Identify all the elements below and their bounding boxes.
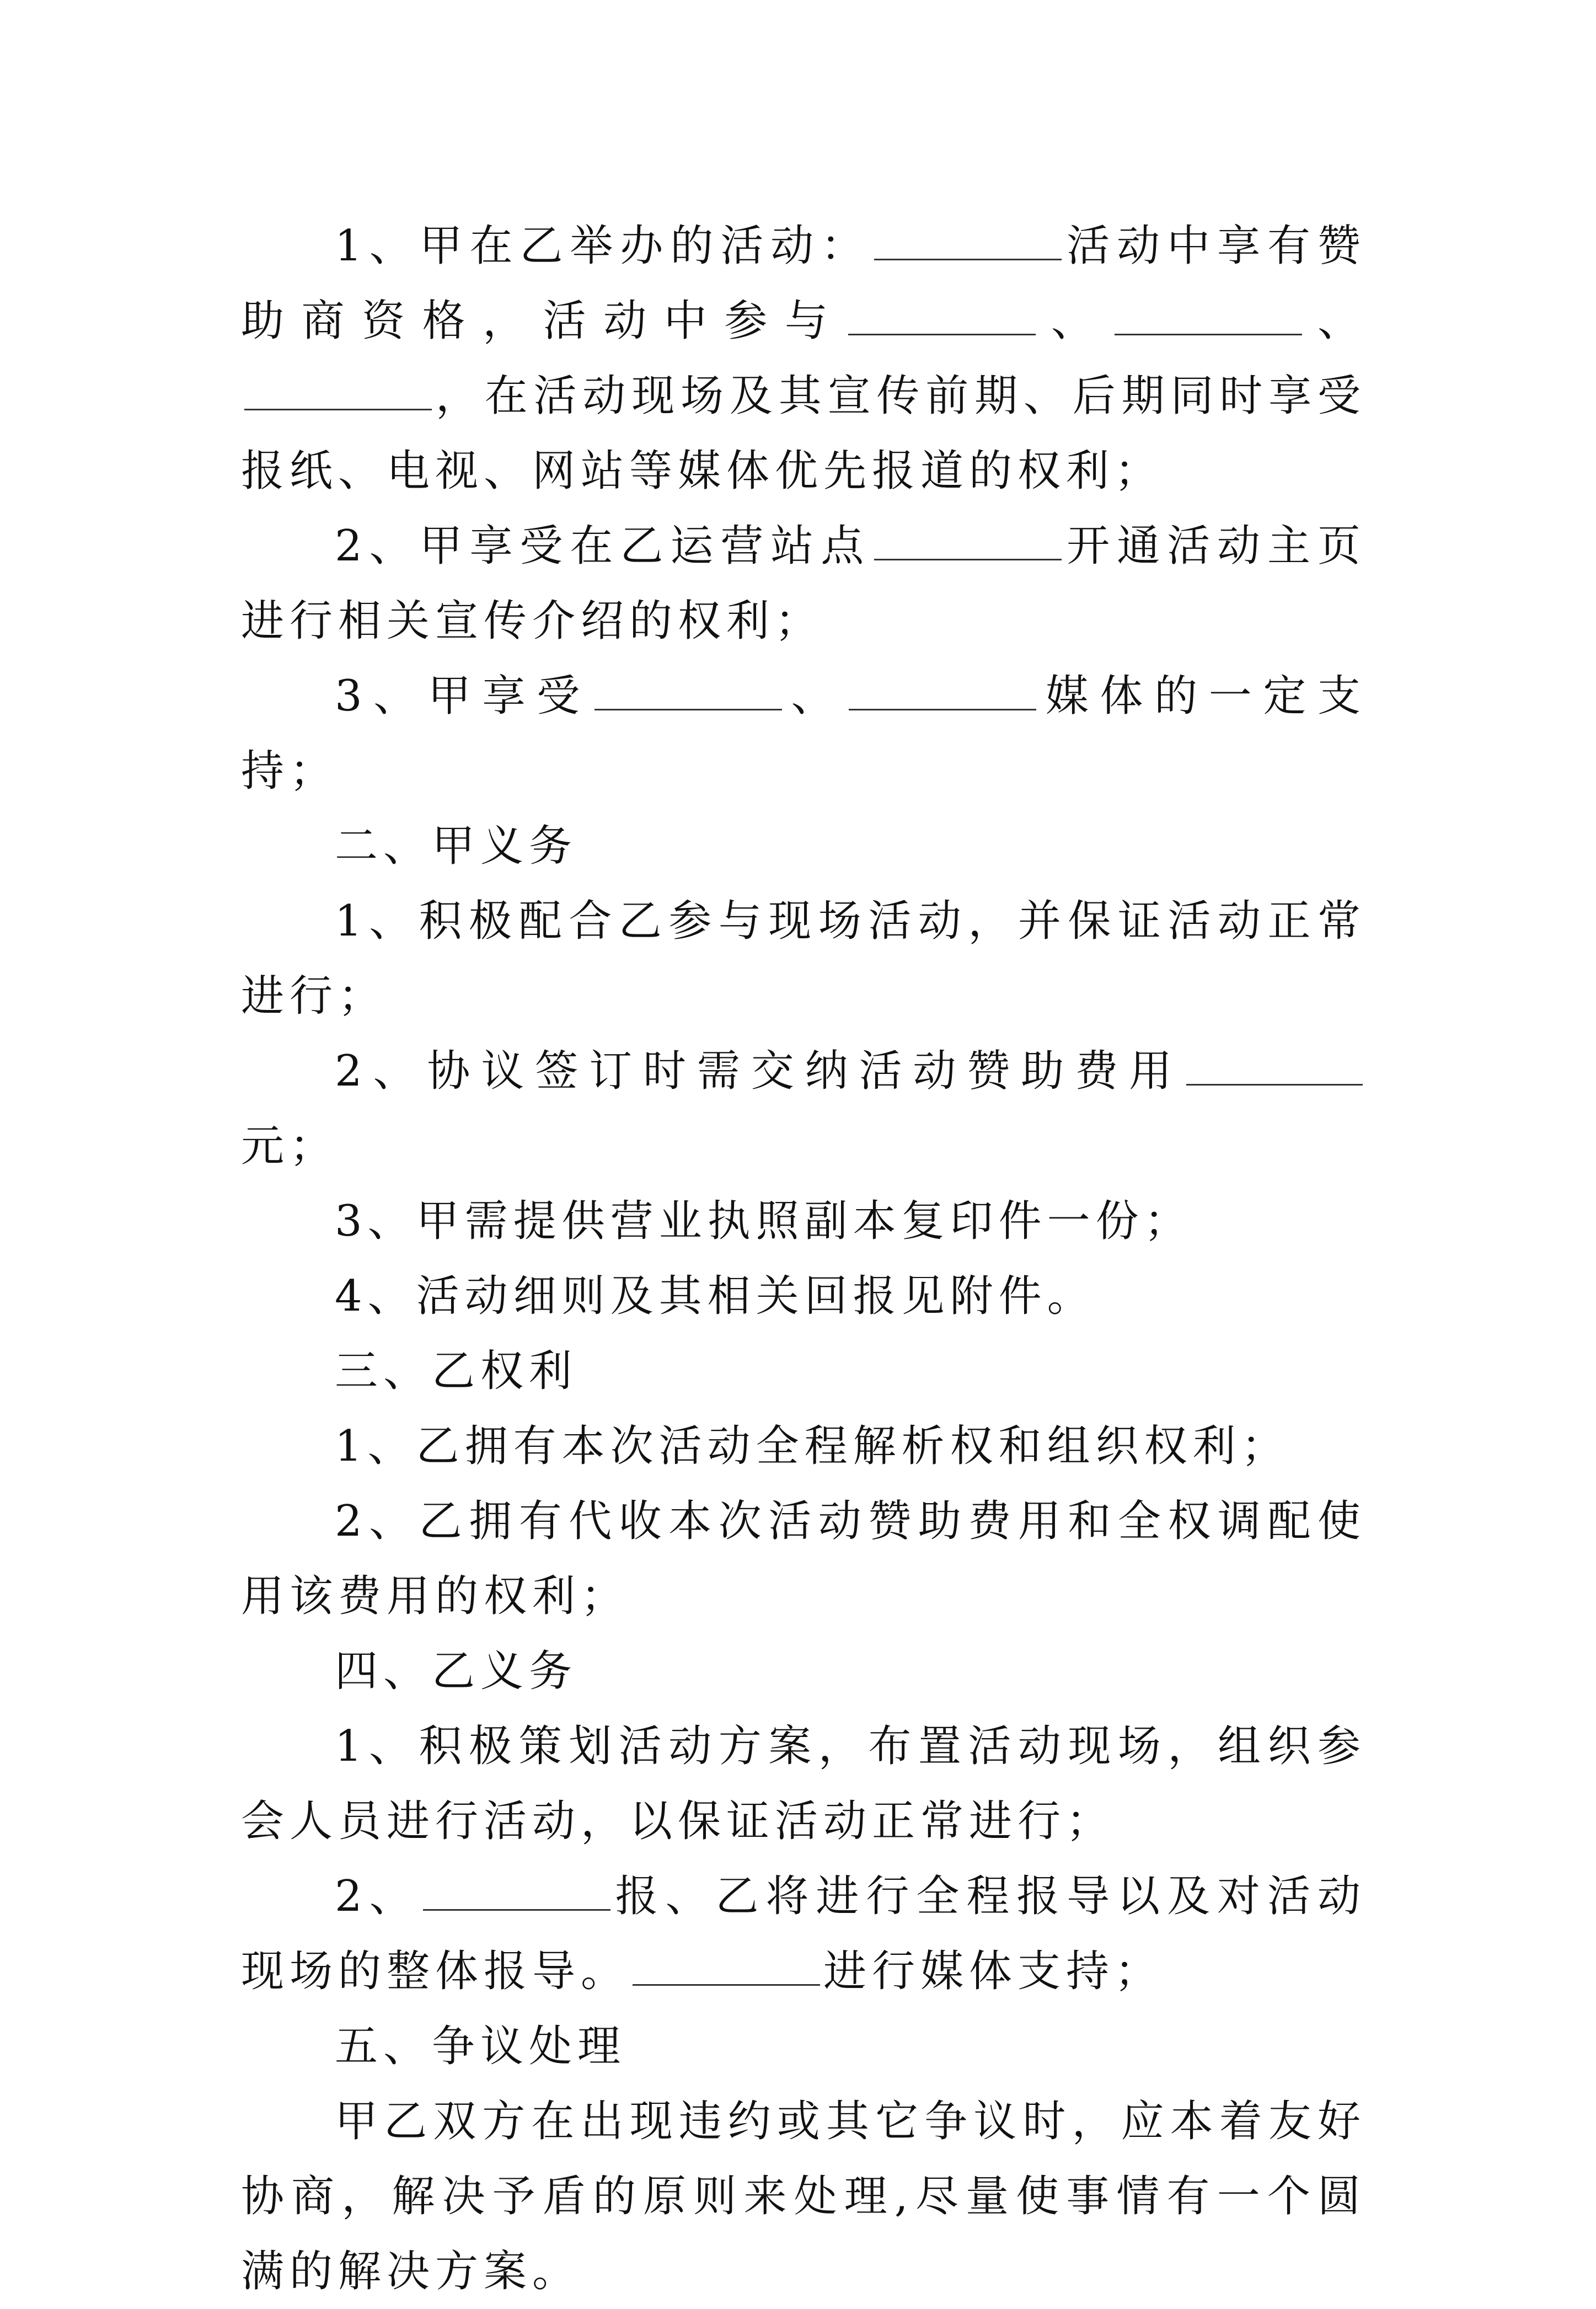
blank-media-support: [633, 1951, 820, 1986]
paragraph-rights-b-2: 2、乙拥有代收本次活动赞助费用和全权调配使用该费用的权利；: [241, 1496, 1366, 1621]
text-segment: 活动中享有赞助商资格，活动中参与: [241, 221, 1366, 346]
paragraph-duties-b-2: [241, 1859, 1366, 2009]
text-segment: 报、乙将进行全程报导以及对活动现场的整体报导。: [241, 1872, 1366, 1996]
blank-participation-1: [848, 301, 1036, 335]
heading-duties-b: 四、乙义务: [335, 1647, 578, 1696]
paragraph-dispute: 甲乙双方在出现违约或其它争议时，应本着友好协商，解决予盾的原则来处理,尽量使事情有一个圆满的解决方案。: [241, 2097, 1366, 2296]
text-segment: 1、甲在乙举办的活动：: [335, 221, 871, 271]
paragraph-duties-a-3: 3、甲需提供营业执照副本复印件一份；: [335, 1196, 1193, 1246]
blank-media-2: [849, 676, 1036, 710]
heading-rights-b: 三、乙权利: [335, 1346, 578, 1396]
text-segment: ，在活动现场及其宣传前期、后期同时享受报纸、电视、网站等媒体优先报道的权利；: [241, 371, 1366, 496]
document-body: [241, 209, 1366, 2309]
paragraph-rights-b-1: 1、乙拥有本次活动全程解析权和组织权利；: [335, 1421, 1290, 1471]
blank-participation-2: [1115, 301, 1302, 335]
text-segment: 、: [1039, 296, 1112, 346]
paragraph-duties-a-1: 1、积极配合乙参与现场活动，并保证活动正常进行；: [241, 896, 1366, 1021]
blank-media-1: [595, 676, 782, 710]
text-segment: 2、甲享受在乙运营站点: [335, 521, 871, 571]
paragraph-rights-a-1: [241, 209, 1366, 509]
text-segment: 媒体的一定支持；: [241, 671, 1366, 796]
text-segment: 、: [1305, 296, 1366, 346]
heading-duties-a: 二、甲义务: [335, 821, 578, 871]
paragraph-rights-a-3: [241, 659, 1366, 809]
text-segment: 2、协议签订时需交纳活动赞助费用: [335, 1046, 1183, 1096]
blank-fee-amount: [1186, 1051, 1363, 1086]
text-segment: 元；: [241, 1121, 339, 1171]
text-segment: 进行媒体支持；: [823, 1947, 1164, 1996]
paragraph-rights-a-2: [241, 509, 1366, 659]
blank-site: [874, 526, 1062, 560]
blank-activity-name: [874, 226, 1062, 260]
heading-dispute: 五、争议处理: [335, 2022, 626, 2071]
text-segment: 2、: [335, 1872, 420, 1921]
blank-newspaper: [423, 1876, 610, 1911]
text-segment: 开通活动主页进行相关宣传介绍的权利；: [241, 521, 1366, 646]
paragraph-duties-a-2: [241, 1034, 1366, 1184]
paragraph-duties-b-1: 1、积极策划活动方案，布置活动现场，组织参会人员进行活动，以保证活动正常进行；: [241, 1722, 1366, 1846]
text-segment: 、: [785, 671, 846, 721]
text-segment: 3、甲享受: [335, 671, 591, 721]
paragraph-duties-a-4: 4、活动细则及其相关回报见附件。: [335, 1271, 1096, 1321]
blank-participation-3: [244, 376, 432, 410]
